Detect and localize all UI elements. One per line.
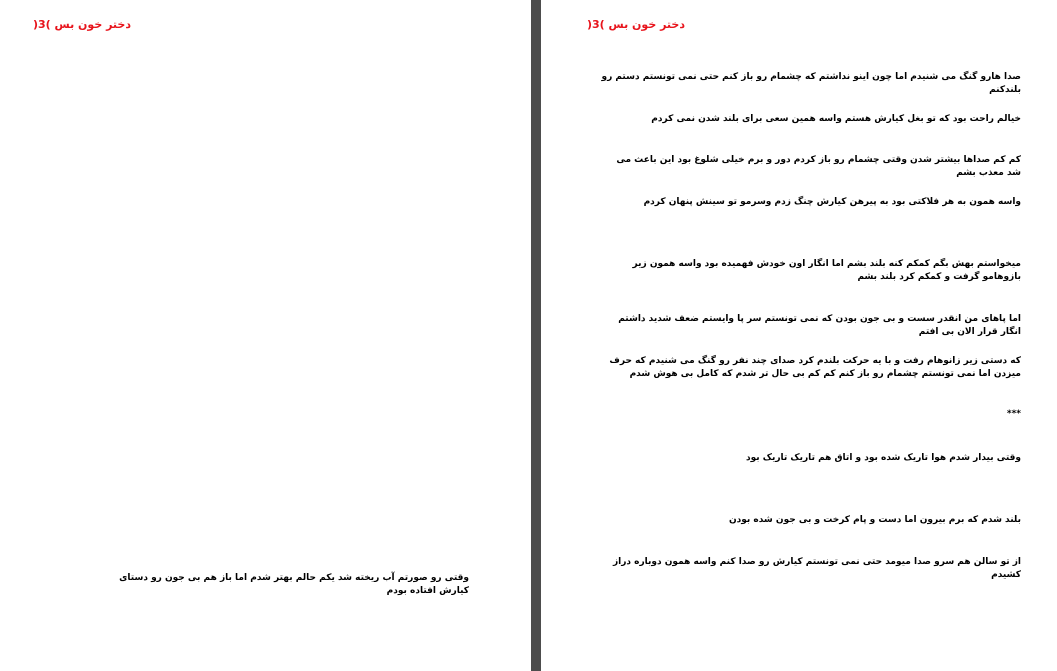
page-divider [531,0,541,671]
page-title: دختر خون بس )3( [586,18,685,31]
paragraph: خیالم راحت بود که تو بغل کیارش هستم واسه همین سعی برای بلند شدن نمی کردم [651,114,1021,124]
paragraph: وقتی بیدار شدم هوا تاریک شده بود و اتاق هم تاریک تاریک بود [745,453,1021,463]
paragraph: که دستی زیر زانوهام رفت و با یه حرکت بلندم کرد صدای چند نفر رو گنگ می شنیدم که حرف میزدن اما نمی تونستم چشمام رو باز کنم کم کم بی حال تر شدم که کامل بی هوش شدم [609,356,1021,379]
paragraph: بلند شدم که برم بیرون اما دست و پام کرخت و بی جون شده بودن [728,515,1021,525]
paragraph: کم کم صداها بیشتر شدن وقتی چشمام رو باز کردم دور و برم خیلی شلوغ بود این باعث می شد معذب بشم [616,155,1021,178]
paragraph: وقتی رو صورتم آب ریخته شد یکم حالم بهتر شدم اما باز هم بی جون رو دستای کیارش افتاده بودم [119,573,469,596]
section-separator: *** [1006,409,1021,419]
document-page-right [541,0,1057,671]
page-title: دختر خون بس )3( [32,18,131,31]
paragraph: صدا هارو گنگ می شنیدم اما چون اینو نداشتم که چشمام رو باز کنم حتی نمی تونستم دستم رو بلندکنم [601,72,1021,95]
paragraph: اما پاهای من انقدر سست و بی جون بودن که نمی تونستم سر پا وایستم ضعف شدید داشتم انگار قرار الان بی افتم [618,314,1021,337]
paragraph: از تو سالن هم سرو صدا میومد حتی نمی تونستم کیارش رو صدا کنم واسه همون دوباره دراز کشیدم [612,557,1021,580]
paragraph: میخواستم بهش بگم کمکم کنه بلند بشم اما انگار اون خودش فهمیده بود واسه همون زیر بازوهامو گرفت و کمکم کرد بلند بشم [632,259,1021,282]
paragraph: واسه همون به هر فلاکتی بود به پیرهن کیارش چنگ زدم وسرمو تو سینش پنهان کردم [643,197,1021,207]
